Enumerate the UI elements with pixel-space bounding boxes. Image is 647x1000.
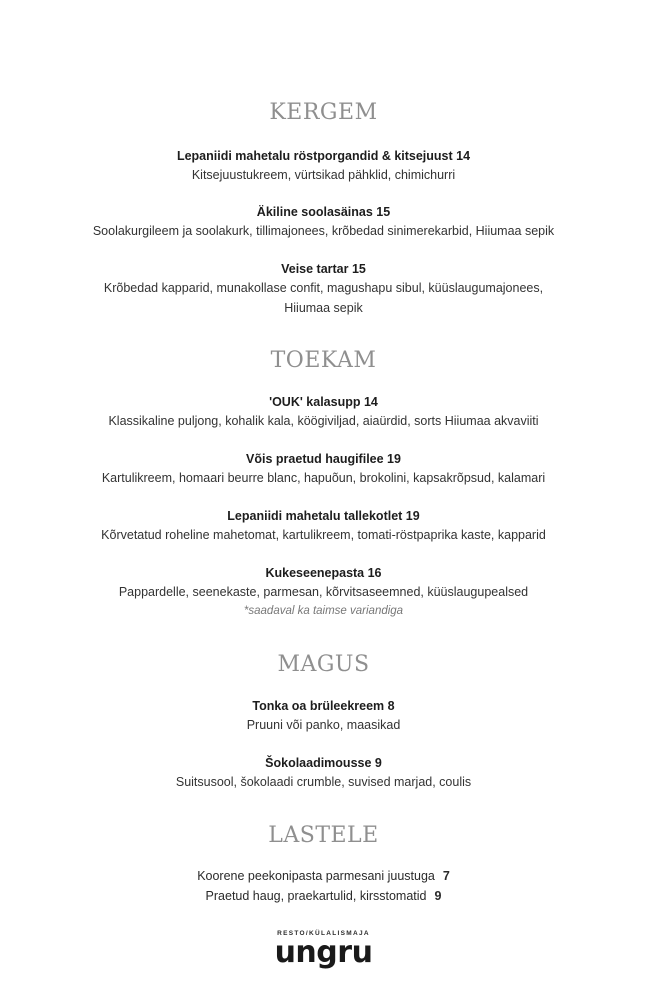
dish-name: Kukeseenepasta 16 [265,566,382,580]
dish-description: Kartulikreem, homaari beurre blanc, hapuõun, brokolini, kapsakrõpsud, kalamari [101,471,546,485]
dish-description: Klassikaline puljong, kohalik kala, köögiviljad, aiaürdid, sorts Hiiumaa akvaviiti [108,414,539,428]
dish-note: *saadaval ka taimse variandiga [243,605,404,617]
kids-item-name: Praetud haug, praekartulid, kirsstomatid [205,889,427,903]
section-title-lastele: LASTELE [268,823,379,848]
dish-description-cont: Hiiumaa sepik [284,301,363,315]
menu-item [0,203,647,241]
dish-description: Kitsejuustukreem, vürtsikad pähklid, chimichurri [191,168,456,182]
dish-name: Äkiline soolasäinas 15 [256,205,391,219]
kids-item-price: 9 [434,889,442,903]
ungru-logo [0,930,647,968]
kids-menu-item [0,866,647,886]
section-title-magus: MAGUS [277,652,370,677]
menu-item [0,393,647,431]
dish-description: Pruuni või panko, maasikad [246,718,401,732]
dish-description: Krõbedad kapparid, munakollase confit, magushapu sibul, küüslaugumajonees, [103,281,544,295]
kids-item-price: 7 [442,869,450,883]
kids-menu-item [0,886,647,906]
menu-item [0,450,647,488]
dish-name: 'OUK' kalasupp 14 [269,395,378,409]
dish-description: Kõrvetatud roheline mahetomat, kartulikreem, tomati-röstpaprika kaste, kapparid [101,528,546,542]
logo-mark: ungru [274,935,373,970]
dish-description: Pappardelle, seenekaste, parmesan, kõrvitsaseemned, küüslaugupealsed [118,585,529,599]
menu-item [0,147,647,185]
menu-item [0,697,647,735]
dish-name: Šokolaadimousse 9 [265,756,382,770]
menu-item [0,507,647,545]
dish-name: Võis praetud haugifilee 19 [246,452,401,466]
dish-description: Soolakurgileem ja soolakurk, tillimajonees, krõbedad sinimerekarbid, Hiiumaa sepik [92,224,555,238]
menu-item [0,564,647,620]
dish-name: Lepaniidi mahetalu röstporgandid & kitsejuust 14 [176,149,471,163]
menu-item [0,260,647,318]
menu-item [0,754,647,792]
kids-item-name: Koorene peekonipasta parmesani juustuga [197,869,435,883]
dish-description: Suitsusool, šokolaadi crumble, suvised marjad, coulis [175,775,472,789]
logo-subtitle: RESTO/KÜLALISMAJA [277,930,370,937]
dish-name: Tonka oa brüleekreem 8 [252,699,395,713]
dish-name: Veise tartar 15 [281,262,366,276]
section-title-kergem: KERGEM [269,100,378,125]
dish-name: Lepaniidi mahetalu tallekotlet 19 [227,509,420,523]
section-title-toekam: TOEKAM [270,348,377,373]
